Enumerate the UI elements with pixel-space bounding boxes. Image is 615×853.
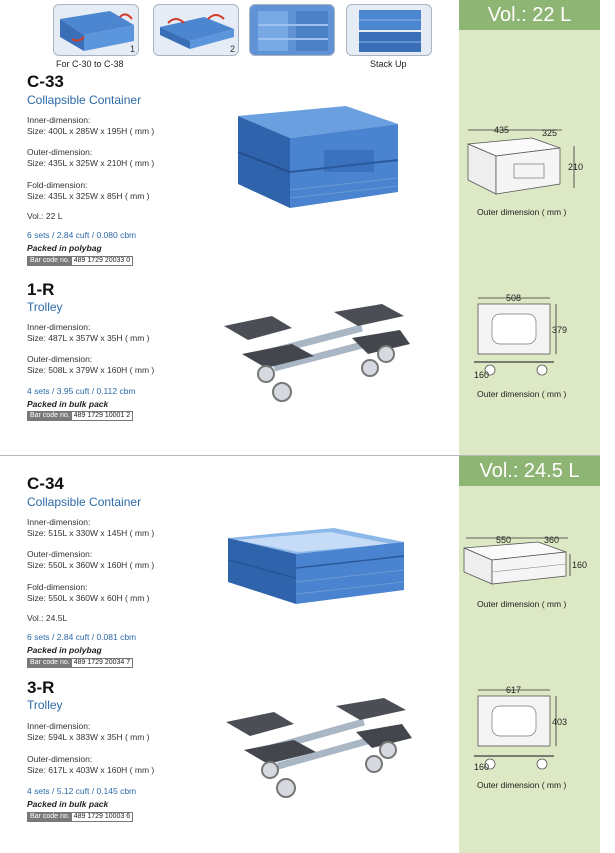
spec-value: Size: 617L x 403W x 160H ( mm ) (27, 765, 155, 775)
step-number: 2 (229, 44, 235, 54)
1r-trolley-photo (218, 298, 414, 410)
dim-length: 508 (506, 293, 522, 303)
spec-label: Fold-dimension: (27, 582, 88, 592)
dim-width: 360 (544, 535, 560, 545)
product-code: C-34 (27, 474, 64, 493)
product-code: 3-R (27, 678, 55, 697)
spec-value: Size: 435L x 325W x 210H ( mm ) (27, 158, 155, 168)
sets-text: 6 sets / 2.84 cuft / 0.080 cbm (27, 230, 137, 240)
dim-width: 379 (552, 325, 568, 335)
sets-text: 4 sets / 5.12 cuft / 0.145 cbm (27, 786, 137, 796)
spec-value: Size: 508L x 379W x 160H ( mm ) (27, 365, 155, 375)
dim-length: 617 (506, 685, 522, 695)
dim-height: 160 (474, 370, 490, 380)
barcode-label: Bar code no. (30, 659, 70, 666)
dim-length: 435 (494, 125, 510, 135)
barcode-number: 489 1729 20034 7 (73, 659, 131, 666)
product-code: C-33 (27, 72, 64, 91)
spec-label: Inner-dimension: (27, 721, 91, 731)
spec-label: Outer-dimension: (27, 354, 93, 364)
dim-height: 210 (568, 162, 584, 172)
volume-text: Vol.: 24.5L (27, 613, 68, 623)
container-closeup-image (249, 4, 335, 56)
dim-height: 160 (572, 560, 588, 570)
spec-value: Size: 515L x 330W x 145H ( mm ) (27, 528, 155, 538)
fold-step-1-image (53, 4, 139, 56)
barcode-number: 489 1729 10003 6 (73, 813, 131, 820)
volume-badge: Vol.: 22 L (459, 0, 600, 30)
dim-length: 550 (496, 535, 512, 545)
volume-text: Vol.: 22 L (27, 211, 63, 221)
product-name: Trolley (27, 300, 63, 314)
c33-container-photo (226, 98, 406, 216)
barcode-label: Bar code no. (30, 257, 70, 264)
section-divider (0, 455, 600, 456)
spec-value: Size: 550L x 360W x 60H ( mm ) (27, 593, 150, 603)
spec-value: Size: 487L x 357W x 35H ( mm ) (27, 333, 150, 343)
c34-container-photo (222, 520, 410, 612)
spec-label: Outer-dimension: (27, 754, 93, 764)
3r-trolley-photo (220, 690, 416, 802)
stack-caption: Stack Up (370, 59, 407, 69)
barcode (27, 658, 133, 668)
product-name: Collapsible Container (27, 93, 142, 107)
spec-label: Inner-dimension: (27, 322, 91, 332)
dimension-caption: Outer dimension ( mm ) (477, 207, 567, 217)
dimension-caption: Outer dimension ( mm ) (477, 599, 567, 609)
dim-width: 325 (542, 128, 558, 138)
step-number: 1 (129, 44, 135, 54)
fold-step-2-image (153, 4, 239, 56)
spec-label: Fold-dimension: (27, 180, 88, 190)
product-name: Collapsible Container (27, 495, 142, 509)
sets-text: 6 sets / 2.84 cuft / 0.081 cbm (27, 632, 137, 642)
spec-value: Size: 435L x 325W x 85H ( mm ) (27, 191, 150, 201)
barcode (27, 411, 133, 421)
product-name: Trolley (27, 698, 63, 712)
barcode-number: 489 1729 10001 2 (73, 412, 131, 419)
stack-up-image (346, 4, 432, 56)
packing-text: Packed in polybag (27, 243, 102, 253)
spec-value: Size: 400L x 285W x 195H ( mm ) (27, 126, 155, 136)
3r-dimension-drawing (470, 684, 590, 778)
spec-label: Outer-dimension: (27, 147, 93, 157)
c34-dimension-drawing (458, 534, 592, 600)
fold-caption: For C-30 to C-38 (56, 59, 124, 69)
barcode (27, 812, 133, 822)
dim-height: 160 (474, 762, 490, 772)
spec-label: Outer-dimension: (27, 549, 93, 559)
barcode-number: 489 1729 20033 0 (73, 257, 131, 264)
barcode-label: Bar code no. (30, 412, 70, 419)
product-code: 1-R (27, 280, 55, 299)
dimension-caption: Outer dimension ( mm ) (477, 780, 567, 790)
packing-text: Packed in polybag (27, 645, 102, 655)
barcode (27, 256, 133, 266)
spec-label: Inner-dimension: (27, 517, 91, 527)
packing-text: Packed in bulk pack (27, 399, 109, 409)
1r-dimension-drawing (470, 292, 590, 384)
dimension-caption: Outer dimension ( mm ) (477, 389, 567, 399)
packing-text: Packed in bulk pack (27, 799, 109, 809)
spec-value: Size: 594L x 383W x 35H ( mm ) (27, 732, 150, 742)
barcode-label: Bar code no. (30, 813, 70, 820)
spec-value: Size: 550L x 360W x 160H ( mm ) (27, 560, 155, 570)
volume-badge: Vol.: 24.5 L (459, 456, 600, 486)
sets-text: 4 sets / 3.95 cuft / 0.112 cbm (27, 386, 136, 396)
spec-label: Inner-dimension: (27, 115, 91, 125)
dim-width: 403 (552, 717, 568, 727)
c33-dimension-drawing (462, 122, 590, 214)
